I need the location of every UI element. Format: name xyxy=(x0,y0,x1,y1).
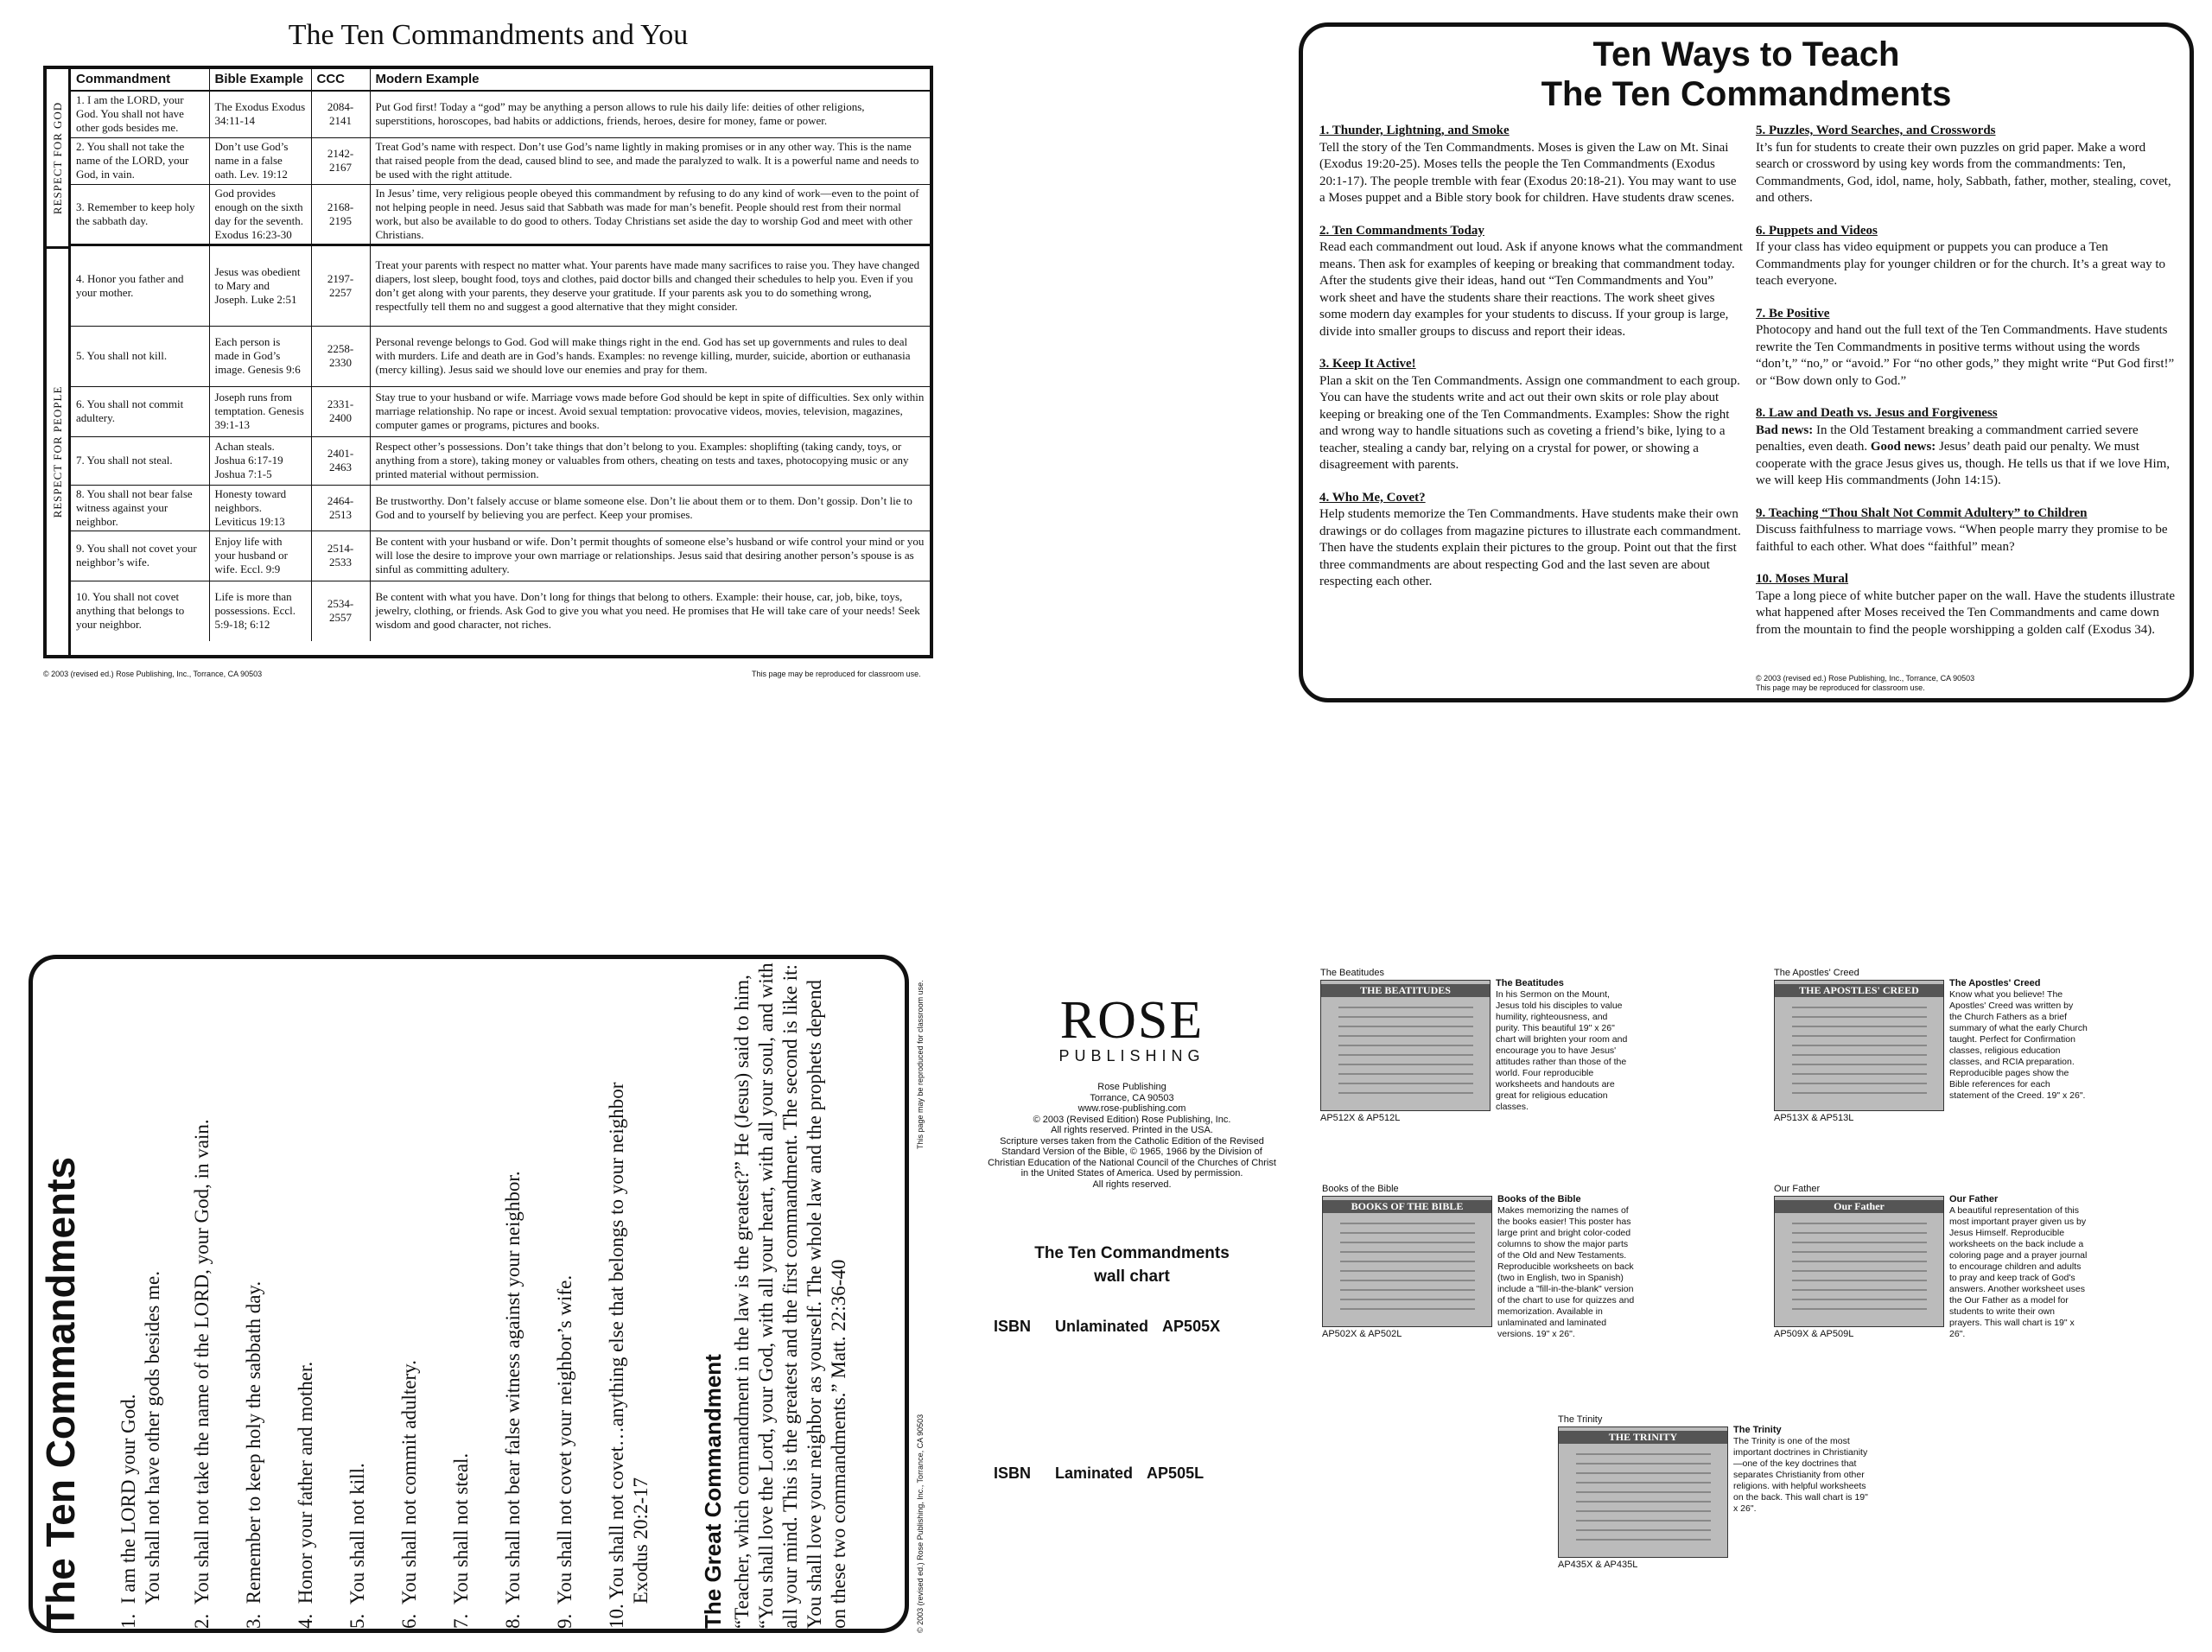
commandment-cell: 2. You shall not take the name of the LORD, your God, in vain. xyxy=(71,137,209,184)
commandment-line: 10. You shall not covet…anything else that belongs to your neighbor xyxy=(606,1082,627,1629)
catalog-code: AP502X & AP502L xyxy=(1322,1329,1402,1339)
thumbnail-text-line xyxy=(1340,1232,1475,1234)
address-line: Christian Education of the National Council of the Churches of Christ xyxy=(988,1157,1276,1168)
commandment-line: Exodus 20:2-17 xyxy=(630,1477,652,1629)
commandment-line: 4. Honor your father and mother. xyxy=(295,1361,316,1629)
ccc-cell: 2168-2195 xyxy=(311,184,370,245)
ten-ways-title-line1: Ten Ways to Teach xyxy=(1592,35,1900,73)
teaching-idea xyxy=(1756,123,2179,207)
catalog-caption: The Trinity xyxy=(1558,1414,1603,1425)
product-title xyxy=(950,1242,1313,1288)
catalog-description xyxy=(1949,1194,2088,1340)
isbn-label: ISBN xyxy=(994,1465,1032,1482)
ccc-cell: 2197-2257 xyxy=(311,245,370,326)
product-title-line1: The Ten Commandments xyxy=(1034,1244,1230,1262)
thumbnail-text-line xyxy=(1576,1482,1711,1484)
logo-subtitle: PUBLISHING xyxy=(1058,1047,1205,1064)
thumbnail-text-line xyxy=(1338,1007,1473,1008)
thumbnail-text-line xyxy=(1576,1463,1711,1465)
thumbnail-text-line xyxy=(1792,1073,1927,1075)
teaching-idea-body: Read each commandment out loud. Ask if anyone knows what the commandment means. Then ask for examples of keeping or breaking that commandment today. After the students give their ideas, hand out “Ten Commandments and You” work sheet and have the students share their reactions. The work sheet gives some modern day examples for your students to discuss. If your group is large, divide into smaller groups to discuss and report their ideas. xyxy=(1319,240,1743,339)
catalog-caption: Our Father xyxy=(1774,1184,1821,1194)
thumbnail-text-line xyxy=(1340,1251,1475,1253)
teaching-idea xyxy=(1756,405,2179,490)
teaching-idea-heading: 6. Puppets and Videos xyxy=(1756,223,1878,238)
thumbnail-text-line xyxy=(1340,1289,1475,1291)
thumbnail-text-line xyxy=(1792,1054,1927,1056)
thumbnail-text-line xyxy=(1792,1083,1927,1084)
catalog-title: The Beatitudes xyxy=(1496,978,1564,988)
isbn-code: AP505X xyxy=(1162,1318,1221,1335)
bible-cell: The Exodus Exodus 34:11-14 xyxy=(209,91,311,137)
good-news-label: Good news: xyxy=(1870,440,1936,454)
thumbnail-text-line xyxy=(1340,1308,1475,1310)
bad-news-text: In the Old Testament breaking a commandment carried severe penalties, even death. xyxy=(1756,423,2139,454)
thumbnail-text-line xyxy=(1338,1092,1473,1094)
thumbnail-text-line xyxy=(1792,1092,1927,1094)
product-title-line2: wall chart xyxy=(1094,1268,1170,1286)
teaching-idea xyxy=(1319,123,1743,207)
thumbnail-text-line xyxy=(1792,1035,1927,1037)
side-label-people: RESPECT FOR PEOPLE xyxy=(47,249,71,655)
teaching-idea-heading: 7. Be Positive xyxy=(1756,306,1830,321)
isbn-code: AP505L xyxy=(1147,1465,1205,1482)
catalog-title: The Apostles' Creed xyxy=(1949,978,2041,988)
table-row xyxy=(71,137,930,184)
catalog-description xyxy=(1497,1194,1636,1340)
address-line: © 2003 (Revised Edition) Rose Publishing, Inc. xyxy=(1033,1114,1231,1125)
ccc-cell: 2258-2330 xyxy=(311,326,370,386)
thumbnail-text-line xyxy=(1576,1539,1711,1541)
commandment-line: 1. I am the LORD your God. xyxy=(118,1394,139,1629)
card-side-note-right: This page may be reproduced for classroom use. xyxy=(916,980,925,1149)
table-row xyxy=(71,91,930,137)
thumbnail-text-line xyxy=(1338,1064,1473,1065)
commandment-cell: 3. Remember to keep holy the sabbath day. xyxy=(71,184,209,245)
catalog-title: The Trinity xyxy=(1733,1425,1782,1435)
bible-cell: Achan steals. Joshua 6:17-19 Joshua 7:1-5 xyxy=(209,436,311,485)
address-line: Torrance, CA 90503 xyxy=(1090,1092,1174,1103)
commandment-cell: 10. You shall not covet anything that belongs to your neighbor. xyxy=(71,581,209,641)
col-header-modern: Modern Example xyxy=(370,69,930,91)
teaching-idea xyxy=(1756,505,2179,556)
catalog-desc-text: Know what you believe! The Apostles' Creed was written by the Church Fathers as a brief summary of what the early Church taught. Perfect for Confirmation classes, religious education classes, and RCIA preparation. Reproducible pages show the Bible references for each statement of the Creed. 19" x 26". xyxy=(1949,989,2088,1101)
table-row xyxy=(71,436,930,485)
commandment-cell: 5. You shall not kill. xyxy=(71,326,209,386)
ccc-cell: 2464-2513 xyxy=(311,485,370,531)
address-line: www.rose-publishing.com xyxy=(1077,1103,1186,1114)
modern-cell: Personal revenge belongs to God. God will make things right in the end. God has set up governments and rules to deal with murders. Life and death are in God’s hands. Examples: no revenge killing, murder, suicide, abortion or euthanasia (mercy killing). Jesus said we should love our enemies and pray for them. xyxy=(370,326,930,386)
commandment-cell: 9. You shall not covet your neighbor’s wife. xyxy=(71,531,209,581)
bible-cell: Joseph runs from temptation. Genesis 39:1-13 xyxy=(209,386,311,436)
teaching-idea-body: Plan a skit on the Ten Commandments. Assign one commandment to each group. You can have the students write and act out their own skits or role play about keeping or breaking one of the Ten Commandments. Examples: Show the right and wrong way to handle situations such as coveting a friend’s bike, lying to a teacher, stealing a candy bar, relying on a crystal for power, or showing a disagreement with parents. xyxy=(1319,373,1740,472)
col-header-ccc: CCC xyxy=(311,69,370,91)
bible-cell: Enjoy life with your husband or wife. Eccl. 9:9 xyxy=(209,531,311,581)
bible-cell: God provides enough on the sixth day for the seventh. Exodus 16:23-30 xyxy=(209,184,311,245)
teaching-idea-body: It’s fun for students to create their own puzzles on grid paper. Make a word search or crossword by using key words from the commandments: Ten, Commandments, God, idol, name, holy, Sabbath, father, mother, stealing, covet, and others. xyxy=(1756,140,2171,205)
catalog-caption: The Apostles' Creed xyxy=(1774,968,1859,978)
thumbnail-text-line xyxy=(1340,1242,1475,1243)
table-row xyxy=(71,581,930,641)
thumbnail-text-line xyxy=(1792,1251,1927,1253)
bible-cell: Jesus was obedient to Mary and Joseph. Luke 2:51 xyxy=(209,245,311,326)
commandment-line: You shall not have other gods besides me. xyxy=(142,1271,163,1629)
ccc-cell: 2514-2533 xyxy=(311,531,370,581)
thumbnail-title: BOOKS OF THE BIBLE xyxy=(1323,1200,1491,1213)
thumbnail-text-line xyxy=(1340,1270,1475,1272)
card-title: The Ten Commandments xyxy=(38,1156,83,1629)
catalog-code: AP513X & AP513L xyxy=(1774,1113,1854,1123)
table-row xyxy=(71,485,930,531)
modern-cell: Put God first! Today a “god” may be anything a person allows to rule his daily life: deities of other religions, superstitions, horoscopes, bad habits or addictions, friends, heroes, desire for money, fame or power. xyxy=(370,91,930,137)
thumbnail-text-line xyxy=(1792,1232,1927,1234)
commandment-line: 2. You shall not take the name of the LORD, your God, in vain. xyxy=(191,1119,213,1629)
table-row xyxy=(71,531,930,581)
thumbnail-text-line xyxy=(1338,1073,1473,1075)
side-label-god: RESPECT FOR GOD xyxy=(47,69,71,249)
catalog-description xyxy=(1733,1425,1872,1515)
teaching-idea-heading: 10. Moses Mural xyxy=(1756,572,1849,586)
teaching-idea xyxy=(1756,223,2179,290)
thumbnail-text-line xyxy=(1576,1453,1711,1455)
table-footer-right: This page may be reproduced for classroom use. xyxy=(752,670,921,678)
thumbnail-text-line xyxy=(1792,1007,1927,1008)
modern-cell: Be trustworthy. Don’t falsely accuse or blame someone else. Don’t lie about them or to them. Don’t gossip. Don’t lie to God and to yourself by believing you are perfect. Keep your promises. xyxy=(370,485,930,531)
logo-wordmark: ROSE xyxy=(1059,991,1205,1050)
bad-news-label: Bad news: xyxy=(1756,423,1814,437)
bible-cell: Each person is made in God’s image. Genesis 9:6 xyxy=(209,326,311,386)
catalog-caption: The Beatitudes xyxy=(1320,968,1384,978)
modern-cell: Treat your parents with respect no matter what. Your parents have made many sacrifices to raise you. They have changed diapers, lost sleep, bought food, toys and clothes, paid doctor bills and changed their schedules to help you. Even if you don’t get along with your parents, they deserve your gratitude. If your parents ask you to do something wrong, respectfully tell them no and suggest a good alternative that they might consider. xyxy=(370,245,930,326)
thumbnail-text-line xyxy=(1576,1520,1711,1522)
commandment-line: 7. You shall not steal. xyxy=(450,1452,472,1629)
thumbnail-text-line xyxy=(1792,1223,1927,1224)
isbn-label: ISBN xyxy=(994,1318,1032,1335)
table-row xyxy=(71,184,930,245)
modern-cell: Be content with your husband or wife. Don’t permit thoughts of someone else’s husband or wife control your mind or you will lose the desire to improve your own marriage or relationships. Jesus said that desiring another person’s spouse is as sinful as committing adultery. xyxy=(370,531,930,581)
ten-ways-title-line2: The Ten Commandments xyxy=(1541,75,1952,113)
thumbnail-text-line xyxy=(1576,1510,1711,1512)
teaching-idea xyxy=(1756,306,2179,391)
great-commandment-title: The Great Commandment xyxy=(700,1354,726,1629)
modern-cell: Stay true to your husband or wife. Marriage vows made before God should be kept in spite of difficulties. Sex only within marriage relationship. No rape or incest. Avoid sexual temptation: provocative videos, movies, television, magazines, computer games or programs, pictures and books. xyxy=(370,386,930,436)
isbn-laminated xyxy=(994,1465,1204,1483)
col-header-bible: Bible Example xyxy=(209,69,311,91)
thumbnail-text-line xyxy=(1576,1501,1711,1503)
catalog-description xyxy=(1496,978,1634,1113)
commandments-table xyxy=(71,69,930,641)
thumbnail-text-line xyxy=(1792,1280,1927,1281)
thumbnail-text-line xyxy=(1792,1242,1927,1243)
catalog-thumbnail xyxy=(1558,1426,1728,1558)
ccc-cell: 2331-2400 xyxy=(311,386,370,436)
catalog-code: AP435X & AP435L xyxy=(1558,1560,1638,1570)
teaching-idea-heading: 2. Ten Commandments Today xyxy=(1319,223,1484,238)
commandment-line: 9. You shall not covet your neighbor’s wife. xyxy=(554,1274,575,1629)
modern-cell: Be content with what you have. Don’t long for things that belong to others. Example: their house, car, job, bike, toys, jewelry, clothing, or friends. Ask God to give you what you need. He promises that He will take care of your needs! Seek wisdom and good character, not riches. xyxy=(370,581,930,641)
card-side-note-left: © 2003 (revised ed.) Rose Publishing, Inc., Torrance, CA 90503 xyxy=(916,1414,925,1633)
modern-cell: Treat God’s name with respect. Don’t use God’s name lightly in making promises or in any other way. This is the name that raised people from the dead, caused blind to see, and made the paralyzed to walk. It is a powerful name and needs to be used with the right attitude. xyxy=(370,137,930,184)
table-footer-left: © 2003 (revised ed.) Rose Publishing, Inc., Torrance, CA 90503 xyxy=(43,670,263,678)
teaching-idea xyxy=(1319,356,1743,474)
teaching-idea-heading: 9. Teaching “Thou Shalt Not Commit Adultery” to Children xyxy=(1756,505,2088,520)
publisher-address xyxy=(938,1082,1326,1190)
teaching-idea xyxy=(1319,223,1743,341)
address-line: Rose Publishing xyxy=(1097,1082,1166,1092)
thumbnail-text-line xyxy=(1340,1223,1475,1224)
thumbnail-title: THE APOSTLES' CREED xyxy=(1775,984,1943,997)
address-line: All rights reserved. Printed in the USA. xyxy=(1051,1125,1213,1135)
teaching-idea-body xyxy=(1756,423,2179,490)
great-commandment-text: “Teacher, which commandment in the law is the greatest?” He (Jesus) said to him, “You shall love the Lord, your God, with all your heart, with all your soul, and with all your mind. This is the greatest and the first commandment. The second is like it: You shall love your neighbor as yourself. The whole law and the prophets depend on these two commandments.” Matt. 22:36-40 xyxy=(731,963,849,1629)
thumbnail-text-line xyxy=(1792,1016,1927,1018)
teaching-idea xyxy=(1319,490,1743,591)
thumbnail-title: THE TRINITY xyxy=(1559,1431,1727,1444)
catalog-code: AP512X & AP512L xyxy=(1320,1113,1401,1123)
ten-ways-footer-2: This page may be reproduced for classroom use. xyxy=(1756,683,1925,692)
commandment-cell: 8. You shall not bear false witness against your neighbor. xyxy=(71,485,209,531)
thumbnail-text-line xyxy=(1792,1064,1927,1065)
table-row xyxy=(71,245,930,326)
teaching-idea-heading: 1. Thunder, Lightning, and Smoke xyxy=(1319,124,1510,137)
address-line: in the United States of America. Used by permission. xyxy=(1020,1168,1243,1179)
card-rotated-content xyxy=(35,959,903,1629)
teaching-idea-body: Tape a long piece of white butcher paper on the wall. Have the students illustrate what happened after Moses received the Ten Commandments and came down from the mountain to find the people worshipping a golden calf (Exodus 34). xyxy=(1756,588,2176,637)
commandment-cell: 6. You shall not commit adultery. xyxy=(71,386,209,436)
catalog-desc-text: In his Sermon on the Mount, Jesus told his disciples to value humility, righteousness, and purity. This beautiful 19" x 26" chart will brighten your room and encourage you to have Jesus' attitudes rather than those of the world. Four reproducible worksheets and handouts are great for religious education classes. xyxy=(1496,989,1628,1112)
col-header-commandment: Commandment xyxy=(71,69,209,91)
teaching-idea xyxy=(1756,571,2179,639)
thumbnail-text-line xyxy=(1340,1261,1475,1262)
isbn-type: Laminated xyxy=(1055,1465,1134,1482)
thumbnail-text-line xyxy=(1576,1472,1711,1474)
teaching-idea-body: Photocopy and hand out the full text of the Ten Commandments. Have students rewrite the Ten Commandments in positive terms without using the words “don’t,” “no,” or “avoid.” For “no other gods,” they might write “Put God first!” or “Bow down only to God.” xyxy=(1756,323,2175,388)
thumbnail-text-line xyxy=(1792,1299,1927,1300)
thumbnail-text-line xyxy=(1576,1529,1711,1531)
thumbnail-text-line xyxy=(1576,1491,1711,1493)
catalog-thumbnail xyxy=(1322,1196,1492,1327)
thumbnail-text-line xyxy=(1338,1026,1473,1027)
ten-ways-col-right xyxy=(1756,123,2179,654)
ccc-cell: 2084-2141 xyxy=(311,91,370,137)
table-header-row xyxy=(71,69,930,91)
good-news-text: Jesus’ death paid our penalty. We must cooperate with the grace Jesus gives us, though. He tells us that if we love Him, we will keep His commandments (John 14:15). xyxy=(1756,440,2171,487)
catalog-code: AP509X & AP509L xyxy=(1774,1329,1854,1339)
thumbnail-title: THE BEATITUDES xyxy=(1321,984,1490,997)
catalog-title: Our Father xyxy=(1949,1194,1999,1204)
catalog-description xyxy=(1949,978,2088,1102)
bible-cell: Life is more than possessions. Eccl. 5:9-18; 6:12 xyxy=(209,581,311,641)
isbn-unlaminated xyxy=(994,1318,1220,1336)
table-row xyxy=(71,386,930,436)
catalog-caption: Books of the Bible xyxy=(1322,1184,1399,1194)
thumbnail-text-line xyxy=(1338,1083,1473,1084)
catalog-thumbnail xyxy=(1774,980,1944,1111)
thumbnail-text-line xyxy=(1338,1035,1473,1037)
thumbnail-text-line xyxy=(1792,1045,1927,1046)
commandment-cell: 7. You shall not steal. xyxy=(71,436,209,485)
thumbnail-text-line xyxy=(1338,1054,1473,1056)
isbn-type: Unlaminated xyxy=(1055,1318,1149,1335)
teaching-idea-body: If your class has video equipment or puppets you can produce a Ten Commandments play for younger children or for the church. It’s a great way to teach everyone. xyxy=(1756,240,2166,288)
thumbnail-text-line xyxy=(1792,1270,1927,1272)
teaching-idea-body: Discuss faithfulness to marriage vows. “When people marry they promise to be faithful to each other. What does “faithful” mean? xyxy=(1756,523,2168,554)
thumbnail-text-line xyxy=(1338,1045,1473,1046)
catalog-thumbnail xyxy=(1320,980,1491,1111)
thumbnail-text-line xyxy=(1340,1280,1475,1281)
thumbnail-text-line xyxy=(1792,1308,1927,1310)
thumbnail-title: Our Father xyxy=(1775,1200,1943,1213)
ccc-cell: 2401-2463 xyxy=(311,436,370,485)
address-line: Scripture verses taken from the Catholic Edition of the Revised xyxy=(1000,1135,1264,1147)
commandment-line: 8. You shall not bear false witness against your neighbor. xyxy=(502,1171,524,1629)
modern-cell: Respect other’s possessions. Don’t take things that don’t belong to you. Examples: shoplifting (taking candy, toys, or anything from a store), taking money or valuables from others, cheating on tests and taxes, photocopying music or any printed material without permission. xyxy=(370,436,930,485)
ccc-cell: 2142-2167 xyxy=(311,137,370,184)
catalog-thumbnail xyxy=(1774,1196,1944,1327)
catalog-title: Books of the Bible xyxy=(1497,1194,1581,1204)
commandment-cell: 1. I am the LORD, your God. You shall not have other gods besides me. xyxy=(71,91,209,137)
ten-ways-title xyxy=(1299,35,2194,114)
catalog-desc-text: A beautiful representation of this most important prayer given us by Jesus Himself. Reproducible worksheets on the back include a coloring page and a prayer journal to encourage children and adults to pray and keep track of God's answers. Another worksheet uses the Our Father as a model for students to write their own prayers. This wall chart is 19" x 26". xyxy=(1949,1205,2088,1339)
teaching-idea-heading: 8. Law and Death vs. Jesus and Forgiveness xyxy=(1756,406,1998,420)
publisher-logo xyxy=(1011,991,1253,1065)
bible-cell: Don’t use God’s name in a false oath. Lev. 19:12 xyxy=(209,137,311,184)
teaching-idea-body: Help students memorize the Ten Commandments. Have students make their own drawings or do collages from magazine pictures to illustrate each commandment. Then have the students explain their pictures to the group. Point out that the first three commandments are about respecting God and the last seven are about respecting each other. xyxy=(1319,507,1741,588)
table-sheet-title: The Ten Commandments and You xyxy=(288,19,689,51)
catalog-desc-text: The Trinity is one of the most important doctrines in Christianity—one of the key doctrines that separates Christianity from other religions. with helpful worksheets on the back. This wall chart is 19" x 26". xyxy=(1733,1436,1868,1514)
thumbnail-text-line xyxy=(1792,1026,1927,1027)
thumbnail-text-line xyxy=(1792,1289,1927,1291)
bible-cell: Honesty toward neighbors. Leviticus 19:13 xyxy=(209,485,311,531)
thumbnail-text-line xyxy=(1792,1261,1927,1262)
modern-cell: In Jesus’ time, very religious people obeyed this commandment by refusing to do any kind of work—even to the point of not helping people in need. Jesus said that Sabbath was made for man’s benefit. People should rest from their normal work, but also be available to do good to others. Today Christians set aside the day to worship God and meet with other Christians. xyxy=(370,184,930,245)
teaching-idea-body: Tell the story of the Ten Commandments. Moses is given the Law on Mt. Sinai (Exodus 19:20-25). Moses tells the people the Ten Commandments (Exodus 20:1-17). The people tremble with fear (Exodus 20:18-21). You may want to use a Moses puppet and a Bible story book for children. Have students draw scenes. xyxy=(1319,140,1737,205)
table-row xyxy=(71,326,930,386)
commandment-line: 6. You shall not commit adultery. xyxy=(398,1360,420,1629)
commandment-cell: 4. Honor you father and your mother. xyxy=(71,245,209,326)
ten-ways-col-left xyxy=(1319,123,1743,607)
address-line: All rights reserved. xyxy=(1092,1179,1172,1190)
commandments-table-frame xyxy=(43,66,933,658)
thumbnail-text-line xyxy=(1338,1016,1473,1018)
ccc-cell: 2534-2557 xyxy=(311,581,370,641)
teaching-idea-heading: 4. Who Me, Covet? xyxy=(1319,490,1426,505)
teaching-idea-heading: 5. Puzzles, Word Searches, and Crosswords xyxy=(1756,124,1996,137)
commandment-line: 5. You shall not kill. xyxy=(346,1463,368,1629)
commandment-line: 3. Remember to keep holy the sabbath day. xyxy=(243,1280,264,1629)
teaching-idea-heading: 3. Keep It Active! xyxy=(1319,357,1416,371)
address-line: Standard Version of the Bible, © 1965, 1966 by the Division of xyxy=(1001,1147,1262,1157)
thumbnail-text-line xyxy=(1340,1299,1475,1300)
ten-ways-footer-1: © 2003 (revised ed.) Rose Publishing, Inc., Torrance, CA 90503 xyxy=(1756,674,1975,683)
catalog-desc-text: Makes memorizing the names of the books easier! This poster has large print and bright color-coded columns to show the major parts of the Old and New Testaments. Reproducible worksheets on back (two in English, two in Spanish) include a "fill-in-the-blank" version of the chart to use for quizzes and memorization. Available in unlaminated and laminated versions. 19" x 26". xyxy=(1497,1205,1635,1339)
